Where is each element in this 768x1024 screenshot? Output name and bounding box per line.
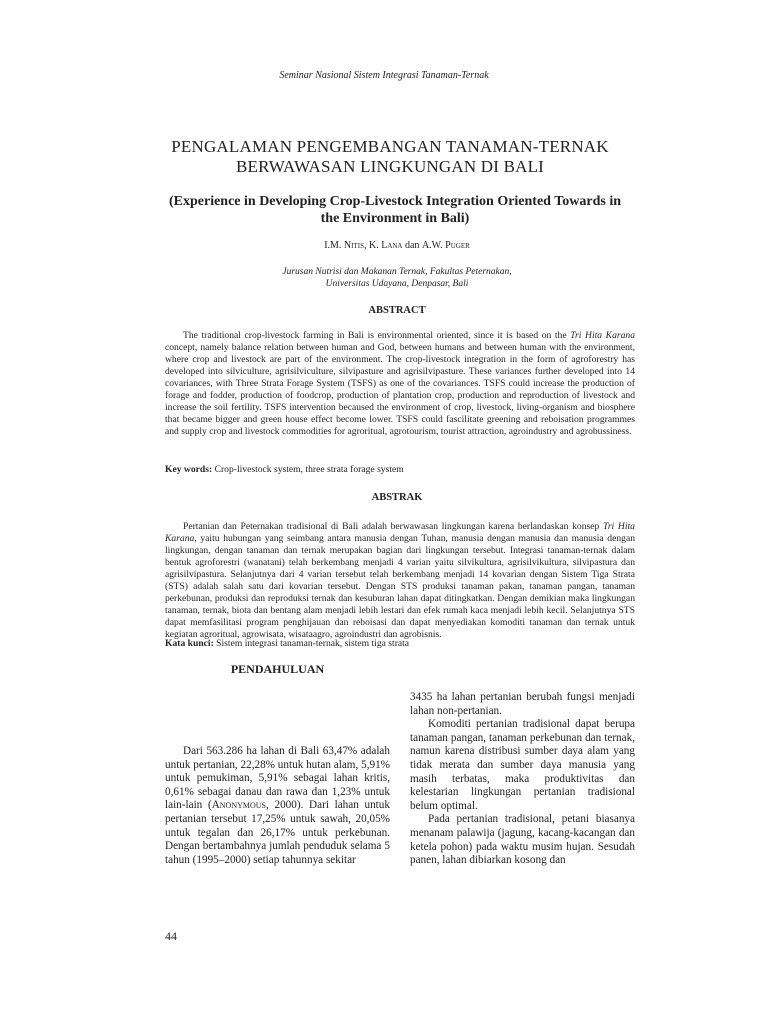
author-3: A.W. Puger [421, 240, 470, 251]
author-1: I.M. Nitis [324, 240, 364, 251]
abstract-text-part-2: concept, namely balance relation between human and God, between humans and between human with the environment, where crop and livestock are part of the environment. The crop-livestock integration in the form of agroforestry has developed into silviculture, agrisilviculture, silvipasture and agrisilvipasture. These variances further developed into 14 covariances, with Three Strata Forage System (TSFS) as one of the covariances. TSFS could increase the production of forage and fodder, production of foodcrop, production of plantation crop, production and reproduction of livestock and increase the soil fertility. TSFS intervention becaused the environment of crop, livestock, living-organism and biosphere that became bigger and green house effect become lower. TSFS could fascilitate greening and reboisation programmes and supply crop and livestock commodities for agroritual, agrotourism, tourist attraction, agroindustry and agrobussiness. [165, 342, 635, 437]
abstrak-text-part-1: Pertanian dan Peternakan tradisional di Bali adalah berwawasan lingkungan karena berlandaskan konsep [183, 521, 604, 532]
abstract-text-italic: Tri Hita Karana [570, 330, 635, 341]
author-2: K. Lana [368, 240, 403, 251]
right-paragraph-2: Pada pertanian tradisional, petani biasanya menanam palawija (jagung, kacang-kacangan dan ketela pohon) pada waktu musim hujan. Sesudah panen, lahan dibiarkan kosong dan [410, 813, 635, 867]
page-number: 44 [165, 929, 177, 943]
abstract-text [165, 330, 635, 438]
title-line-1: PENGALAMAN PENGEMBANGAN TANAMAN-TERNAK [171, 137, 609, 156]
running-head: Seminar Nasional Sistem Integrasi Tanaman-Ternak [279, 70, 489, 81]
abstrak-text-part-2: , yaitu hubungan yang seimbang antara manusia dengan Tuhan, manusia dengan manusia dan manusia dengan lingkungan, dengan tanaman dan ternak merupakan bagian dari lingkungan tersebut. Integrasi tanaman-ternak dalam bentuk agroforestri (wanatani) telah berkembang menjadi 4 varian yaitu silvikultura, agrisilvikultura, silvipastura dan agrisilvipastura. Selanjutnya dari 4 varian tersebut telah berkembang menjadi 14 kovarian dengan Sistem Tiga Strata (STS) adalah salah satu dari kovarian tersebut. Dengan STS produksi tanaman pakan, tanaman pangan, tanaman perkebunan, produksi dan reproduksi ternak dan kesuburan lahan dapat ditingkatkan. Dengan demikian maka lingkungan tanaman, ternak, biota dan bentang alam menjadi lebih lestari dan efek rumah kaca menjadi lebih kecil. Selanjutnya STS dapat memfasilitasi program penghijauan dan reboisasi dan dapat menyediakan komoditi tanaman dan ternak untuk kegiatan agroritual, agrowisata, wisataagro, agroindustri dan agrobisnis. [165, 533, 635, 640]
affiliation-line-1: Jurusan Nutrisi dan Makanan Ternak, Fakultas Peternakan, [282, 267, 512, 277]
abstrak-heading: ABSTRAK [371, 492, 423, 503]
author-list [0, 240, 768, 251]
author-separator-2: dan [402, 240, 422, 251]
keywords-text: Crop-livestock system, three strata forage system [212, 464, 404, 475]
keywords-label: Key words: [165, 464, 213, 475]
left-column [165, 745, 390, 867]
title-line-2: BERWAWASAN LINGKUNGAN DI BALI [235, 157, 545, 176]
abstrak-text [165, 521, 635, 641]
right-paragraph-0: 3435 ha lahan pertanian berubah fungsi menjadi lahan non-pertanian. [410, 691, 635, 717]
left-paragraph-1-part-a: Dari 563.286 ha lahan di Bali 63,47% adalah untuk pertanian, 22,28% untuk hutan alam, 5,91% untuk pemukiman, 5,91% sebagai lahan kritis, 0,61% sebagai danau dan rawa dan 1,23% untuk lain-lain ( [165, 745, 390, 812]
pendahuluan-heading: PENDAHULUAN [230, 662, 325, 676]
right-column [410, 691, 635, 868]
keywords [165, 464, 635, 475]
kata-kunci-label: Kata kunci: [165, 638, 214, 649]
abstract-text-part-1: The traditional crop-livestock farming in Bali is environmental oriented, since it is based on the [183, 330, 571, 341]
left-paragraph-1-part-b: , 2000). Dari lahan untuk pertanian tersebut 17,25% untuk sawah, 20,05% untuk tegalan dan 26,17% untuk perkebunan. Dengan bertambahnya jumlah penduduk selama 5 tahun (1995–2000) setiap tahunnya sekitar [165, 799, 390, 866]
subtitle-line-2: the Environment in Bali) [320, 211, 470, 226]
right-paragraph-1: Komoditi pertanian tradisional dapat berupa tanaman pangan, tanaman perkebunan dan ternak, namun karena distribusi sumber daya alam yang tidak merata dan sumber daya manusia yang masih terbatas, maka produktivitas dan kelestarian lingkungan pertanian tradisional belum optimal. [410, 718, 635, 812]
citation: Anonymous [211, 799, 266, 812]
affiliation-line-2: Universitas Udayana, Denpasar, Bali [325, 279, 469, 289]
abstract-heading: ABSTRACT [368, 305, 426, 316]
affiliation [0, 266, 768, 290]
author-separator-1: , [363, 240, 369, 251]
kata-kunci [165, 638, 635, 649]
paper-title [120, 137, 660, 177]
kata-kunci-text: Sistem integrasi tanaman-ternak, sistem tiga strata [213, 638, 410, 649]
abstrak-text-italic: Tri Hita Karana [165, 521, 635, 544]
paper-subtitle [150, 193, 640, 227]
left-paragraph-1 [165, 745, 390, 867]
subtitle-line-1: (Experience in Developing Crop-Livestock Integration Oriented Towards in [168, 194, 622, 209]
